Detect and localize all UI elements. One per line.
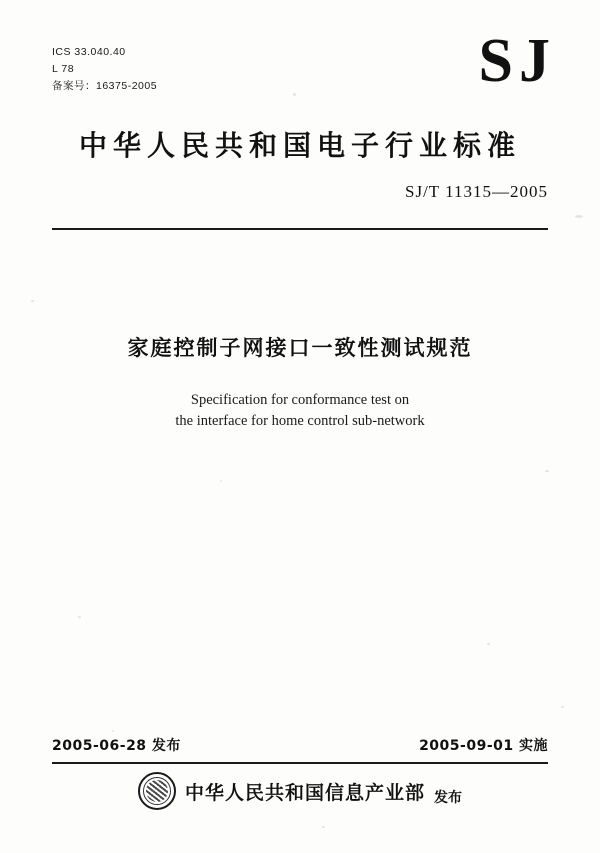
issuer-block: [0, 772, 600, 810]
scan-speckle: [575, 215, 583, 218]
scan-speckle: [78, 616, 81, 618]
record-number: 备案号：16375-2005: [52, 80, 158, 92]
footer-divider: [52, 762, 548, 764]
footer-dates: [52, 735, 548, 755]
scan-speckle: [561, 706, 564, 708]
page-title-english-line2: the interface for home control sub-network: [175, 413, 425, 429]
page-title: 家庭控制子网接口一致性测试规范: [127, 336, 473, 360]
header-codes: [52, 44, 157, 95]
scan-speckle: [322, 826, 325, 828]
classification-code: L 78: [52, 63, 75, 75]
sj-logo: SJ: [478, 27, 556, 95]
national-emblem-icon: [138, 772, 176, 810]
ics-code: ICS 33.040.40: [52, 46, 126, 58]
issuer-verb: 发布: [434, 790, 462, 806]
scan-speckle: [293, 93, 296, 96]
issue-date: 2005-06-28 发布: [52, 738, 181, 754]
header-divider: [52, 228, 548, 230]
scan-speckle: [545, 470, 549, 472]
standard-number: SJ/T 11315—2005: [405, 182, 548, 201]
effective-date: 2005-09-01 实施: [419, 738, 548, 754]
issuer-name: 中华人民共和国信息产业部: [184, 781, 425, 804]
scan-speckle: [31, 300, 34, 302]
scan-speckle: [220, 480, 222, 482]
scan-speckle: [487, 643, 490, 645]
page-title-english-line1: Specification for conformance test on: [190, 392, 410, 408]
standard-authority-title: 中华人民共和国电子行业标准: [78, 129, 521, 162]
page-title-english: [0, 390, 600, 432]
scan-speckle: [112, 730, 114, 732]
